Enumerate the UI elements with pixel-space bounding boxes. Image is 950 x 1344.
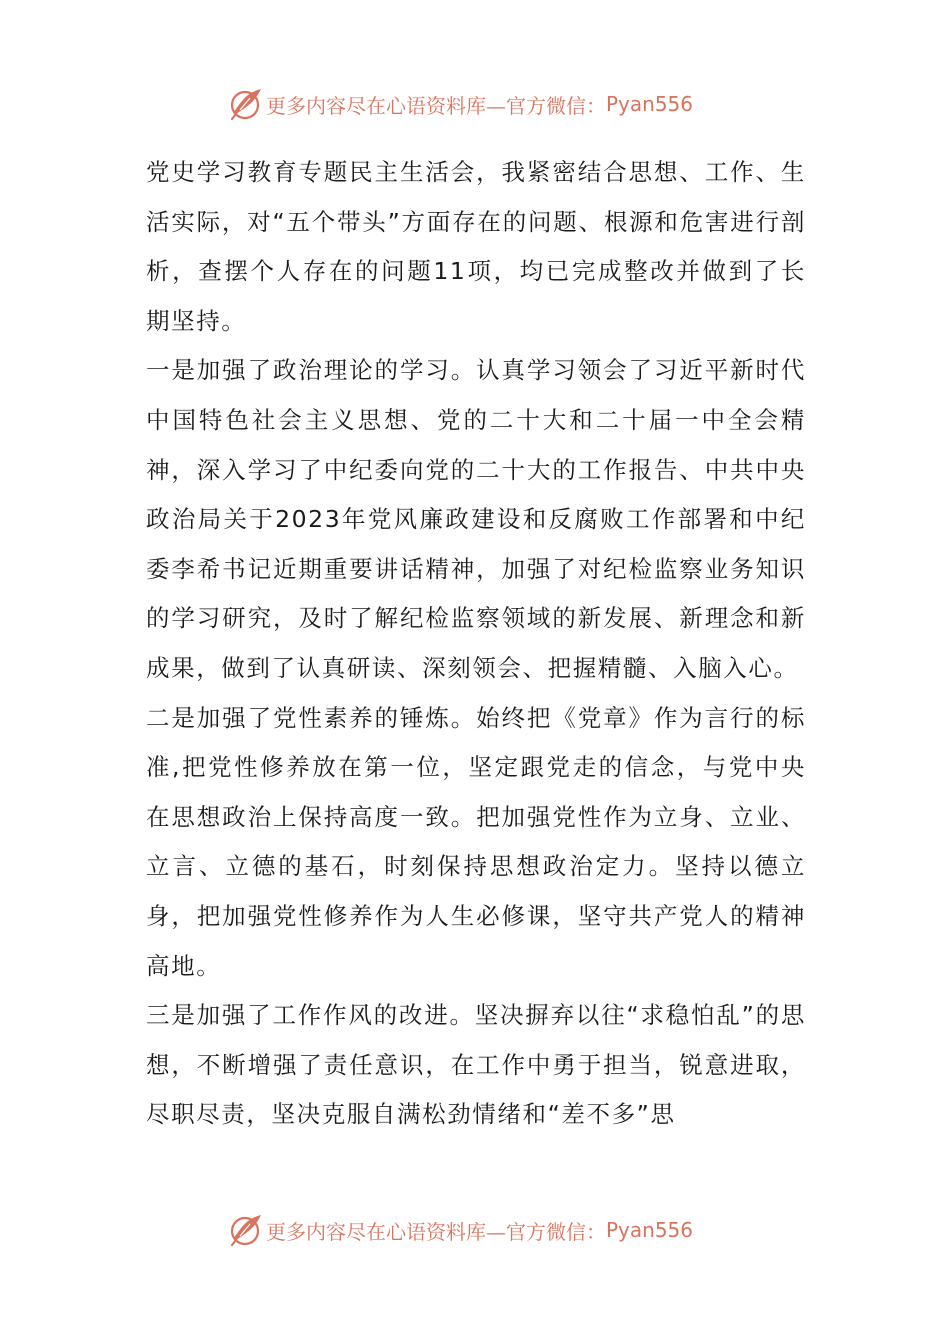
wechat-id: Pyan556 [606, 1218, 694, 1242]
header-banner [228, 84, 693, 124]
paragraph-intro: 党史学习教育专题民主生活会，我紧密结合思想、工作、生活实际，对“五个带头”方面存在的问题、根源和危害进行剖析，查摆个人存在的问题11项，均已完成整改并做到了长期坚持。 [146, 158, 806, 335]
paragraph-political-theory: 一是加强了政治理论的学习。认真学习领会了习近平新时代中国特色社会主义思想、党的二十大和二十届一中全会精神，深入学习了中纪委向党的二十大的工作报告、中共中央政治局关于2023年党风廉政建设和反腐败工作部署和中纪委李希书记近期重要讲话精神，加强了对纪检监察业务知识的学习研究，及时了解纪检监察领域的新发展、新理念和新成果，做到了认真研读、深刻领会、把握精髓、入脑入心。 [146, 356, 806, 682]
quill-pen-logo-icon [228, 86, 264, 122]
document-body [146, 148, 806, 1140]
banner-text: 更多内容尽在心语资料库—官方微信： [266, 93, 606, 118]
banner-text: 更多内容尽在心语资料库—官方微信： [266, 1219, 606, 1244]
footer-banner [228, 1210, 693, 1250]
wechat-id: Pyan556 [606, 92, 694, 116]
paragraph-work-style: 三是加强了工作作风的改进。坚决摒弃以往“求稳怕乱”的思想，不断增强了责任意识，在工作中勇于担当，锐意进取，尽职尽责，坚决克服自满松劲情绪和“差不多”思 [146, 1001, 806, 1129]
quill-pen-logo-icon [228, 1212, 264, 1248]
paragraph-party-spirit: 二是加强了党性素养的锤炼。始终把《党章》作为言行的标准,把党性修养放在第一位，坚定跟党走的信念，与党中央在思想政治上保持高度一致。把加强党性作为立身、立业、立言、立德的基石，时刻保持思想政治定力。坚持以德立身，把加强党性修养作为人生必修课，坚守共产党人的精神高地。 [146, 703, 806, 980]
